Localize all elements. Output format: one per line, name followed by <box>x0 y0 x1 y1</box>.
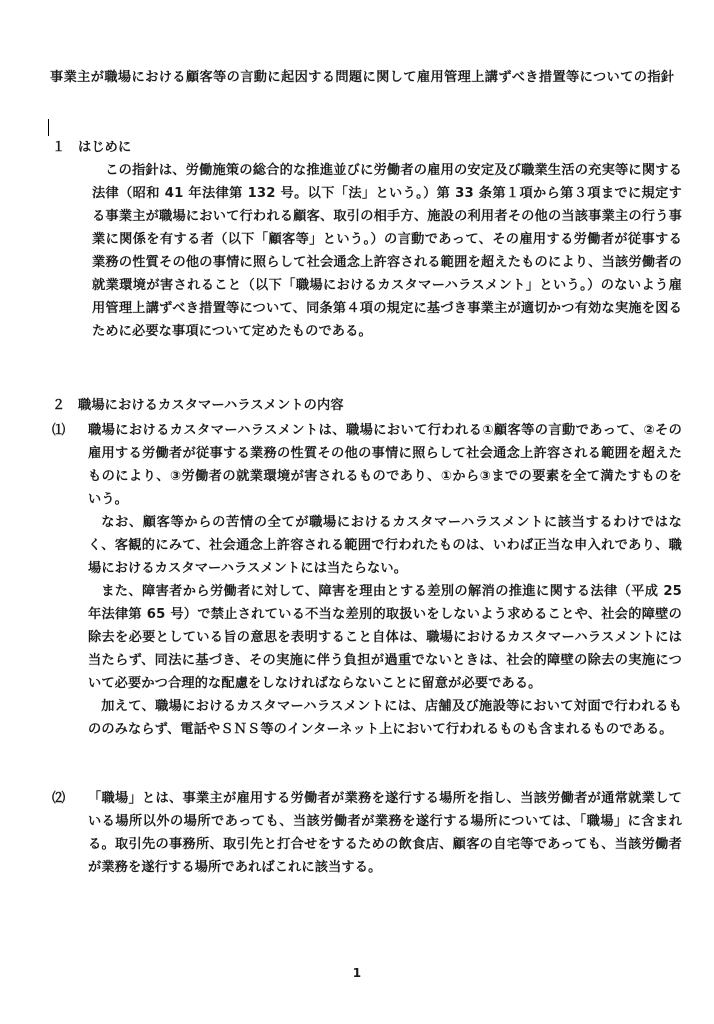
document-title: 事業主が職場における顧客等の言動に起因する問題に関して雇用管理上講ずべき措置等についての指針 <box>50 70 675 85</box>
section-number: ２ <box>52 398 66 413</box>
section-heading <box>52 394 682 417</box>
item-sub-paragraph: また、障害者から労働者に対して、障害を理由とする差別の解消の推進に関する法律（平成 25 年法律第 65 号）で禁止されている不当な差別的取扱いをしないよう求めることや、社会的障壁の除去を必要としている旨の意思を表明すること自体は、職場におけるカスタマーハラスメントには当たらず、同法に基づき、その実施に伴う負担が過重でないときは、社会的障壁の除去の実施について必要かつ合理的な配慮をしなければならないことに留意が必要である。 <box>88 584 682 691</box>
item-sub-paragraph: なお、顧客等からの苦情の全てが職場におけるカスタマーハラスメントに該当するわけではなく、客観的にみて、社会通念上許容される範囲で行われたものは、いわば正当な申入れであり、職場におけるカスタマーハラスメントには当たらない。 <box>88 515 682 576</box>
item-lead-paragraph: 「職場」とは、事業主が雇用する労働者が業務を遂行する場所を指し、当該労働者が通常就業している場所以外の場所であっても、当該労働者が業務を遂行する場所については、「職場」に含まれる。取引先の事務所、取引先と打合せをするための飲食店、顧客の自宅等であっても、当該労働者が業務を遂行する場所であればこれに該当する。 <box>88 791 682 875</box>
list-item-2 <box>52 787 682 879</box>
item-sub-paragraph: 加えて、職場におけるカスタマーハラスメントには、店舗及び施設等において対面で行われるもののみならず、電話やＳＮＳ等のインターネット上において行われるものも含まれるものである。 <box>88 699 682 737</box>
page-number: 1 <box>352 966 362 980</box>
text-cursor <box>48 119 49 136</box>
item-marker: ⑵ <box>52 791 66 806</box>
section-heading <box>52 136 682 159</box>
item-marker: ⑴ <box>52 423 66 438</box>
section-heading-text: はじめに <box>78 140 132 155</box>
section-introduction <box>52 136 682 343</box>
list-item-1 <box>52 419 682 741</box>
item-lead-paragraph: 職場におけるカスタマーハラスメントは、職場において行われる①顧客等の言動であって、②その雇用する労働者が従事する業務の性質その他の事情に照らして社会通念上許容される範囲を超えたものにより、③労働者の就業環境が害されるものであり、①から③までの要素を全て満たすものをいう。 <box>88 423 682 507</box>
section-paragraph: この指針は、労働施策の総合的な推進並びに労働者の雇用の安定及び職業生活の充実等に関する法律（昭和 41 年法律第 132 号。以下「法」という。）第 33 条第１項から第３項までに規定する事業主が職場において行われる顧客、取引の相手方、施設の利用者その他の当該事業主の行う事業に関係を有する者（以下「顧客等」という。）の言動であって、その雇用する労働者が従事する業務の性質その他の事情に照らして社会通念上許容される範囲を超えたものにより、当該労働者の就業環境が害されること（以下「職場におけるカスタマーハラスメント」という。）のないよう雇用管理上講ずべき措置等について、同条第４項の規定に基づき事業主が適切かつ有効な実施を図るために必要な事項について定めたものである。 <box>92 163 682 339</box>
section-number: １ <box>52 140 66 155</box>
section-customer-harassment-content <box>52 394 682 879</box>
section-heading-text: 職場におけるカスタマーハラスメントの内容 <box>78 398 344 413</box>
